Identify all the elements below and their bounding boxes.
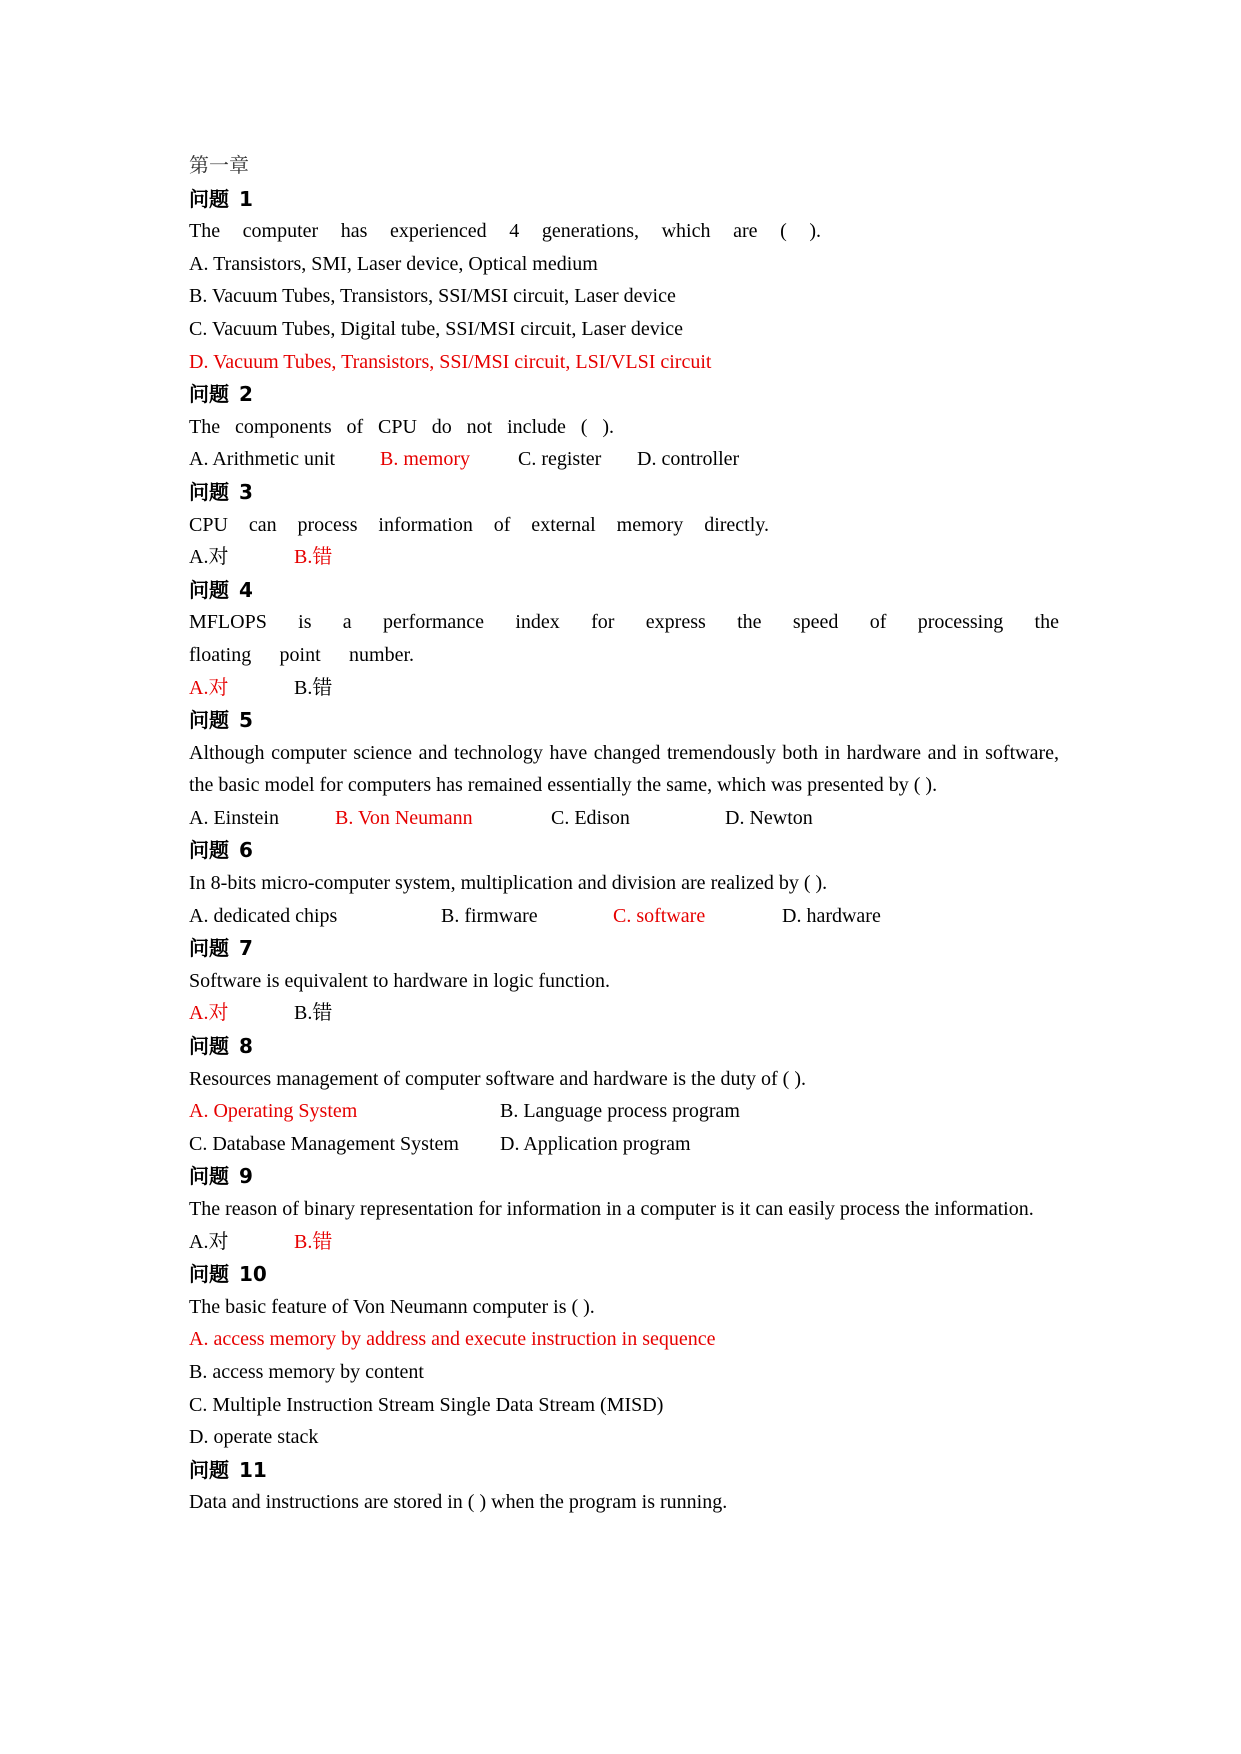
option-6b: B. firmware	[441, 904, 538, 927]
question-heading-4	[189, 574, 1059, 607]
question-number: 1	[239, 186, 253, 211]
option-9b-correct: B.错	[294, 1230, 333, 1253]
option-2d: D. controller	[637, 448, 740, 471]
question-label: 问题	[189, 1457, 229, 1482]
question-number: 4	[239, 577, 253, 602]
options-row-7	[189, 997, 1059, 1030]
option-3b-correct: B.错	[294, 546, 333, 569]
options-row-3	[189, 541, 1059, 574]
options-row-8b	[189, 1128, 1059, 1161]
question-number: 2	[239, 382, 253, 407]
question-label: 问题	[189, 479, 229, 504]
option-10c: C. Multiple Instruction Stream Single Data Stream (MISD)	[189, 1393, 664, 1416]
option-5c: C. Edison	[551, 806, 630, 829]
option-1c: C. Vacuum Tubes, Digital tube, SSI/MSI circuit, Laser device	[189, 317, 684, 340]
question-heading-9	[189, 1160, 1059, 1193]
option-10b: B. access memory by content	[189, 1360, 424, 1383]
question-label: 问题	[189, 1034, 229, 1059]
options-row-2	[189, 443, 1059, 476]
option-4b: B.错	[294, 676, 333, 699]
question-label: 问题	[189, 1164, 229, 1189]
question-number: 11	[239, 1457, 267, 1482]
option-3a: A.对	[189, 546, 229, 569]
question-heading-7	[189, 932, 1059, 965]
question-stem-9: The reason of binary representation for information in a computer is it can easily process the information.	[189, 1198, 1034, 1220]
question-heading-11	[189, 1454, 1059, 1487]
options-row-8a	[189, 1095, 1059, 1128]
options-row-4	[189, 672, 1059, 705]
question-number: 6	[239, 838, 253, 863]
chapter-title: 第一章	[189, 155, 249, 177]
option-4a-correct: A.对	[189, 676, 229, 699]
question-stem-6: In 8-bits micro-computer system, multiplication and division are realized by ( ).	[189, 872, 828, 895]
question-heading-1	[189, 183, 1059, 216]
question-label: 问题	[189, 708, 229, 733]
question-heading-2	[189, 378, 1059, 411]
option-8c: C. Database Management System	[189, 1132, 459, 1155]
option-2a: A. Arithmetic unit	[189, 448, 336, 471]
question-heading-10	[189, 1258, 1059, 1291]
option-5a: A. Einstein	[189, 806, 279, 829]
question-stem-4-line2: floating point number.	[189, 643, 414, 666]
question-number: 3	[239, 479, 253, 504]
question-heading-6	[189, 834, 1059, 867]
question-heading-8	[189, 1030, 1059, 1063]
option-7b: B.错	[294, 1002, 333, 1025]
question-heading-5	[189, 704, 1059, 737]
question-number: 10	[239, 1262, 267, 1287]
option-5b-correct: B. Von Neumann	[335, 806, 473, 829]
question-label: 问题	[189, 577, 229, 602]
option-8d: D. Application program	[500, 1132, 691, 1155]
option-5d: D. Newton	[725, 806, 813, 829]
option-1a: A. Transistors, SMI, Laser device, Optical medium	[189, 252, 598, 275]
question-number: 8	[239, 1034, 253, 1059]
question-label: 问题	[189, 838, 229, 863]
question-label: 问题	[189, 1262, 229, 1287]
question-label: 问题	[189, 936, 229, 961]
option-6a: A. dedicated chips	[189, 904, 338, 927]
question-number: 9	[239, 1164, 253, 1189]
question-stem-2: The components of CPU do not include ( ).	[189, 415, 614, 438]
option-9a: A.对	[189, 1230, 229, 1253]
question-stem-8: Resources management of computer software and hardware is the duty of ( ).	[189, 1067, 807, 1090]
option-6d: D. hardware	[782, 904, 881, 927]
question-heading-3	[189, 476, 1059, 509]
option-2b-correct: B. memory	[380, 448, 470, 471]
question-stem-11: Data and instructions are stored in ( ) when the program is running.	[189, 1491, 728, 1514]
question-stem-7: Software is equivalent to hardware in logic function.	[189, 969, 610, 992]
question-stem-5: Although computer science and technology have changed tremendously both in hardware and in software, the basic model for computers has remained essentially the same, which was presented by ( ).	[189, 741, 1059, 797]
option-1d-correct: D. Vacuum Tubes, Transistors, SSI/MSI circuit, LSI/VLSI circuit	[189, 350, 712, 373]
option-8a-correct: A. Operating System	[189, 1100, 358, 1123]
document-page	[189, 150, 1059, 1519]
option-10d: D. operate stack	[189, 1426, 319, 1449]
question-stem-1: The computer has experienced 4 generations, which are ( ).	[189, 220, 821, 243]
option-8b: B. Language process program	[500, 1100, 740, 1123]
question-stem-4-line1: MFLOPS is a performance index for express the speed of processing the	[189, 611, 1059, 634]
options-row-5	[189, 802, 1059, 835]
option-7a-correct: A.对	[189, 1002, 229, 1025]
question-stem-3: CPU can process information of external memory directly.	[189, 513, 769, 536]
question-stem-10: The basic feature of Von Neumann computer is ( ).	[189, 1295, 595, 1318]
option-1b: B. Vacuum Tubes, Transistors, SSI/MSI circuit, Laser device	[189, 285, 676, 308]
question-number: 5	[239, 708, 253, 733]
options-row-9	[189, 1226, 1059, 1259]
option-6c-correct: C. software	[613, 904, 706, 927]
question-number: 7	[239, 936, 253, 961]
option-10a-correct: A. access memory by address and execute instruction in sequence	[189, 1328, 716, 1351]
options-row-6	[189, 900, 1059, 933]
question-label: 问题	[189, 382, 229, 407]
question-label: 问题	[189, 186, 229, 211]
option-2c: C. register	[518, 448, 602, 471]
